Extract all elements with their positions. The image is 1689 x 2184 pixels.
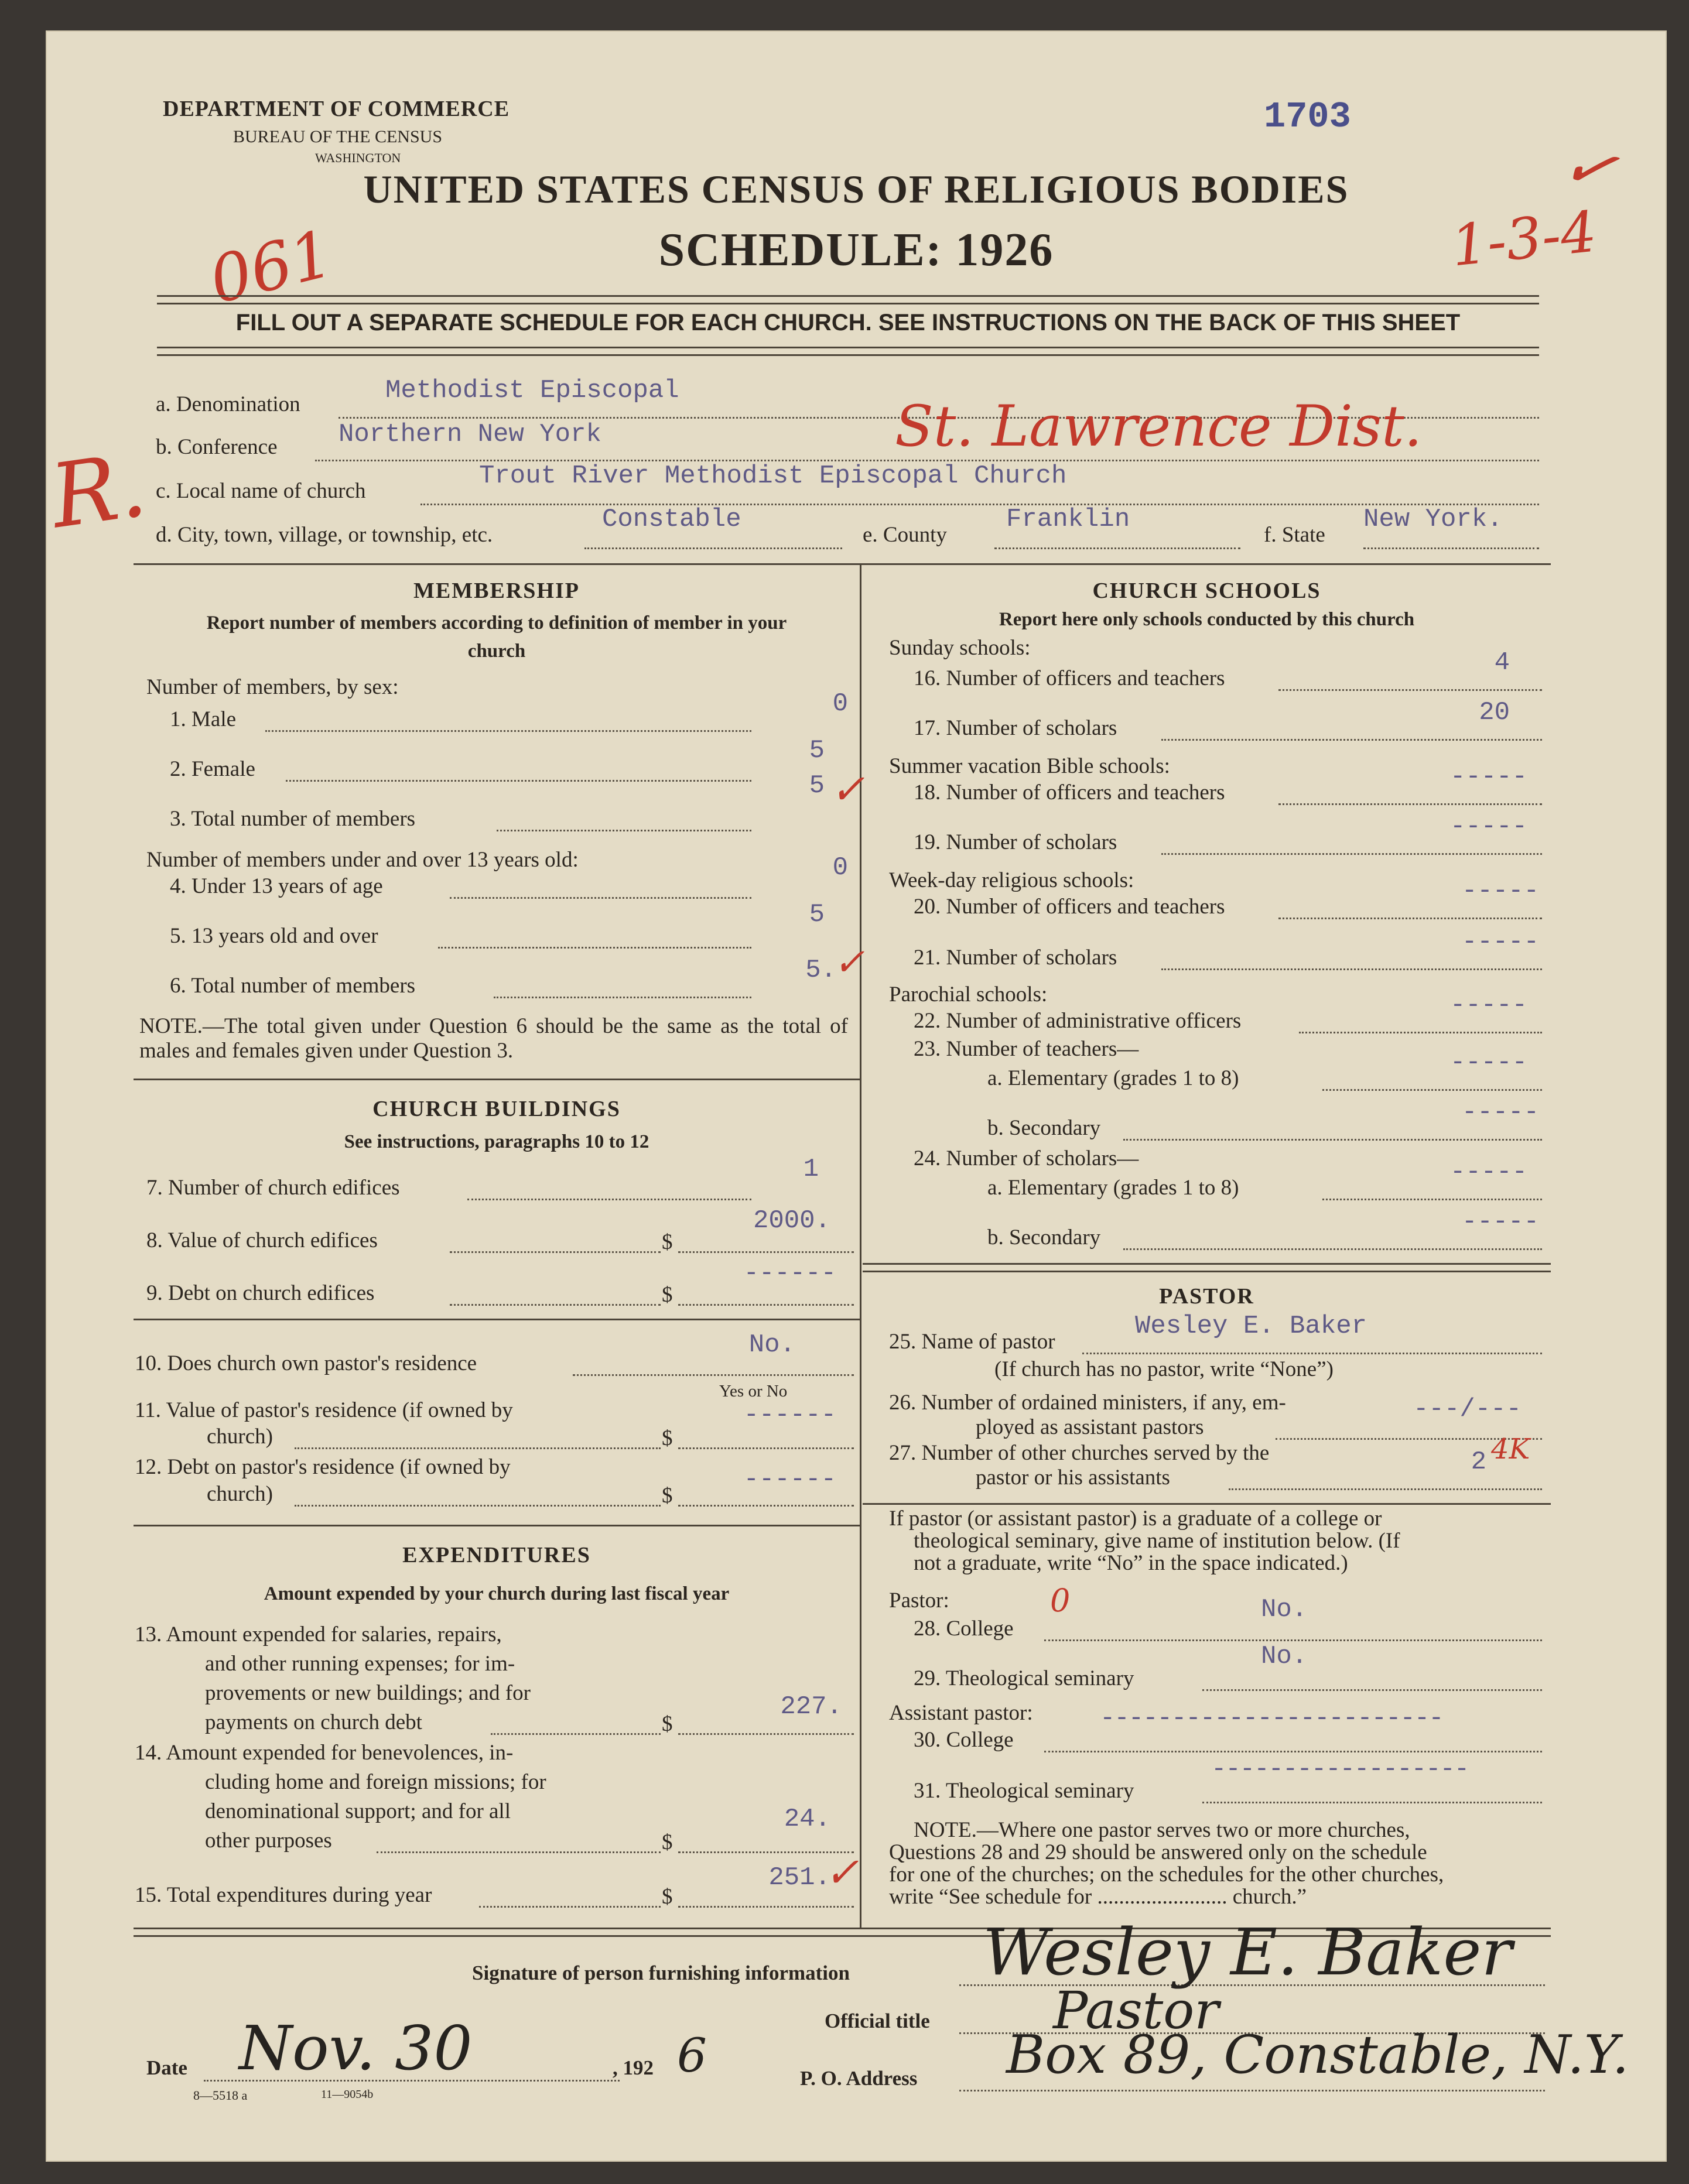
sunday-schools-label: Sunday schools: — [889, 636, 1031, 660]
denomination-label: a. Denomination — [156, 392, 300, 416]
official-title-value: Pastor — [1053, 1980, 1219, 2041]
bureau-city: WASHINGTON — [315, 150, 401, 165]
q23a-label: a. Elementary (grades 1 to 8) — [987, 1066, 1239, 1090]
q11-label: 11. Value of pastor's residence (if owned by — [135, 1398, 513, 1422]
q23a-value: ----- — [1449, 1048, 1527, 1077]
q15-value: 251. — [768, 1863, 830, 1892]
q6-label: 6. Total number of members — [170, 974, 416, 998]
q17-value: 20 — [1479, 698, 1510, 727]
q23b-label: b. Secondary — [987, 1116, 1101, 1140]
graduate-instructions-1: If pastor (or assistant pastor) is a graduate of a college or — [889, 1507, 1382, 1531]
q19-label: 19. Number of scholars — [914, 830, 1117, 854]
q23-label: 23. Number of teachers— — [914, 1037, 1139, 1061]
q8-label: 8. Value of church edifices — [146, 1228, 378, 1252]
q26-value: ---/--- — [1413, 1395, 1522, 1424]
q12-dollar-sign: $ — [662, 1484, 673, 1508]
handwritten-mark-left: 061 — [202, 215, 340, 319]
schools-intro: Report here only schools conducted by this church — [999, 609, 1415, 630]
date-value: Nov. 30 — [239, 2012, 473, 2084]
buildings-intro: See instructions, paragraphs 10 to 12 — [344, 1131, 649, 1152]
pastor-note-4: write “See schedule for ........................ church.” — [889, 1885, 1307, 1909]
q22-label: 22. Number of administrative officers — [914, 1009, 1242, 1033]
q14-line-3: denominational support; and for all — [205, 1799, 511, 1823]
q9-label: 9. Debt on church edifices — [146, 1281, 375, 1305]
q18-label: 18. Number of officers and teachers — [914, 781, 1225, 805]
church-name-label: c. Local name of church — [156, 479, 366, 503]
q16-value: 4 — [1494, 648, 1510, 677]
q1-value: 0 — [832, 689, 848, 718]
pastor-note-2: Questions 28 and 29 should be answered only on the schedule — [889, 1840, 1427, 1864]
q7-label: 7. Number of church edifices — [146, 1176, 400, 1200]
q2-value: 5 — [809, 736, 825, 765]
signature-value: Wesley E. Baker — [983, 1915, 1513, 1990]
city-value: Constable — [602, 505, 741, 534]
year-prefix: , 192 — [613, 2056, 654, 2079]
handwritten-mark-right: 1-3-4 — [1448, 198, 1600, 279]
q31-label: 31. Theological seminary — [914, 1779, 1134, 1803]
q29-label: 29. Theological seminary — [914, 1666, 1134, 1690]
q27-label-cont: pastor or his assistants — [976, 1466, 1170, 1490]
q13-dollar-sign: $ — [662, 1712, 673, 1736]
weekday-schools-label: Week-day religious schools: — [889, 868, 1134, 892]
q13-line-1: 13. Amount expended for salaries, repairs, — [135, 1622, 502, 1646]
q25-label: 25. Name of pastor — [889, 1330, 1055, 1354]
check-mark-icon: ✓ — [1552, 123, 1627, 212]
q3-label: 3. Total number of members — [170, 807, 416, 831]
q24a-value: ----- — [1449, 1158, 1527, 1187]
q14-dollar-sign: $ — [662, 1830, 673, 1854]
state-label: f. State — [1264, 523, 1325, 547]
form-number-a: 8—5518 a — [193, 2088, 248, 2103]
check-mark-icon: ✓ — [830, 765, 865, 813]
q4-label: 4. Under 13 years of age — [170, 874, 383, 898]
q24-label: 24. Number of scholars— — [914, 1146, 1139, 1170]
pastor-name-value: Wesley E. Baker — [1135, 1312, 1367, 1341]
document-number: 1703 — [1264, 96, 1351, 138]
instructions-bar: FILL OUT A SEPARATE SCHEDULE FOR EACH CHURCH. SEE INSTRUCTIONS ON THE BACK OF THIS SHEET — [235, 310, 1461, 336]
q21-label: 21. Number of scholars — [914, 946, 1117, 970]
form-title: UNITED STATES CENSUS OF RELIGIOUS BODIES — [363, 167, 1349, 211]
q28-mark: 0 — [1050, 1582, 1071, 1619]
q13-line-2: and other running expenses; for im- — [205, 1652, 515, 1676]
q31-value: ------------------ — [1211, 1755, 1469, 1784]
q9-dollar-sign: $ — [662, 1283, 673, 1307]
q10-value: No. — [748, 1330, 795, 1360]
q3-value: 5 — [809, 771, 825, 800]
year-value: 6 — [677, 2028, 707, 2083]
expenditures-intro: Amount expended by your church during last fiscal year — [264, 1583, 730, 1604]
q24b-label: b. Secondary — [987, 1225, 1101, 1250]
city-label: d. City, town, village, or township, etc. — [156, 523, 493, 547]
check-mark-icon: ✓ — [825, 1848, 859, 1897]
q8-dollar-sign: $ — [662, 1230, 673, 1254]
conference-label: b. Conference — [156, 435, 278, 459]
official-title-label: Official title — [825, 2010, 930, 2032]
po-address-label: P. O. Address — [800, 2067, 918, 2090]
q24a-label: a. Elementary (grades 1 to 8) — [987, 1176, 1239, 1200]
q19-value: ----- — [1449, 812, 1527, 841]
schools-heading: CHURCH SCHOOLS — [1092, 578, 1321, 603]
q12-value: ------ — [743, 1465, 836, 1494]
q16-label: 16. Number of officers and teachers — [914, 666, 1225, 690]
q17-label: 17. Number of scholars — [914, 716, 1117, 740]
parochial-schools-label: Parochial schools: — [889, 983, 1048, 1007]
margin-mark: R. — [45, 434, 152, 549]
q30-label: 30. College — [914, 1728, 1014, 1752]
membership-note: NOTE.—The total given under Question 6 should be the same as the total of males and females given under Question 3. — [139, 1014, 848, 1063]
expenditures-heading: EXPENDITURES — [402, 1543, 591, 1567]
members-by-age-label: Number of members under and over 13 years old: — [146, 848, 579, 872]
q26-label: 26. Number of ordained ministers, if any, em- — [889, 1391, 1286, 1415]
q22-value: ----- — [1449, 991, 1527, 1020]
district-note: St. Lawrence Dist. — [895, 393, 1423, 459]
q14-line-4: other purposes — [205, 1829, 332, 1853]
q13-line-3: provements or new buildings; and for — [205, 1681, 531, 1705]
form-number-b: 11—9054b — [321, 2088, 374, 2101]
po-address-value: Box 89, Constable, N.Y. — [1006, 2024, 1629, 2086]
q14-line-1: 14. Amount expended for benevolences, in- — [135, 1741, 514, 1765]
q11-dollar-sign: $ — [662, 1426, 673, 1450]
county-value: Franklin — [1006, 505, 1130, 534]
denomination-value: Methodist Episcopal — [385, 376, 679, 405]
q25-note: (If church has no pastor, write “None”) — [994, 1357, 1334, 1381]
q21-value: ----- — [1461, 927, 1539, 957]
q2-label: 2. Female — [170, 757, 255, 781]
q14-line-2: cluding home and foreign missions; for — [205, 1770, 546, 1794]
q8-value: 2000. — [753, 1206, 830, 1235]
pastor-subheading: Pastor: — [889, 1589, 949, 1613]
q29-value: No. — [1261, 1642, 1308, 1671]
form-subtitle: SCHEDULE: 1926 — [658, 224, 1054, 276]
pastor-note-1: NOTE.—Where one pastor serves two or more churches, — [914, 1818, 1410, 1842]
county-label: e. County — [863, 523, 947, 547]
q5-value: 5 — [809, 900, 825, 929]
graduate-instructions-3: not a graduate, write “No” in the space indicated.) — [914, 1551, 1348, 1575]
census-form — [46, 30, 1667, 2162]
q7-value: 1 — [803, 1155, 819, 1184]
state-value: New York. — [1363, 505, 1503, 534]
members-by-sex-label: Number of members, by sex: — [146, 675, 399, 699]
q27-label: 27. Number of other churches served by the — [889, 1441, 1270, 1465]
date-label: Date — [146, 2056, 187, 2079]
signature-label: Signature of person furnishing information — [472, 1962, 850, 1984]
q13-line-4: payments on church debt — [205, 1710, 422, 1734]
q20-label: 20. Number of officers and teachers — [914, 895, 1225, 919]
conference-value: Northern New York — [339, 420, 601, 449]
assistant-pastor-subheading: Assistant pastor: — [889, 1701, 1033, 1725]
q11-label-cont: church) — [207, 1425, 273, 1449]
q28-value: No. — [1261, 1595, 1308, 1624]
department-name: DEPARTMENT OF COMMERCE — [163, 97, 510, 121]
q1-label: 1. Male — [170, 707, 237, 731]
membership-heading: MEMBERSHIP — [413, 578, 580, 603]
membership-intro: Report number of members according to definition of member in your church — [206, 612, 787, 662]
q6-value: 5. — [805, 956, 836, 985]
q20-value: ----- — [1461, 877, 1539, 906]
q24b-value: ----- — [1461, 1207, 1539, 1237]
pastor-note-3: for one of the churches; on the schedules for the other churches, — [889, 1863, 1444, 1887]
buildings-heading: CHURCH BUILDINGS — [372, 1097, 621, 1121]
q18-value: ----- — [1449, 762, 1527, 792]
q9-value: ------ — [743, 1259, 836, 1288]
q12-label: 12. Debt on pastor's residence (if owned by — [135, 1455, 511, 1479]
summer-schools-label: Summer vacation Bible schools: — [889, 754, 1170, 778]
q4-value: 0 — [832, 853, 848, 882]
q28-label: 28. College — [914, 1617, 1014, 1641]
q12-label-cont: church) — [207, 1482, 273, 1506]
q27-value: 2 — [1471, 1447, 1486, 1477]
q23b-value: ----- — [1461, 1098, 1539, 1127]
q10-label: 10. Does church own pastor's residence — [135, 1351, 477, 1375]
bureau-name: BUREAU OF THE CENSUS — [233, 127, 442, 146]
q30-value: ------------------------ — [1100, 1704, 1443, 1733]
q11-value: ------ — [743, 1401, 836, 1430]
q14-value: 24. — [784, 1805, 830, 1834]
q26-label-cont: ployed as assistant pastors — [976, 1415, 1204, 1439]
q13-value: 227. — [780, 1692, 842, 1721]
q15-dollar-sign: $ — [662, 1885, 673, 1909]
q15-label: 15. Total expenditures during year — [135, 1883, 432, 1907]
graduate-instructions-2: theological seminary, give name of institution below. (If — [914, 1529, 1400, 1553]
check-mark-icon: ✓ — [833, 941, 865, 984]
q27-mark: 4K — [1491, 1433, 1530, 1466]
yes-no-hint: Yes or No — [719, 1382, 788, 1401]
q5-label: 5. 13 years old and over — [170, 924, 378, 948]
pastor-heading: PASTOR — [1159, 1284, 1254, 1309]
church-name-value: Trout River Methodist Episcopal Church — [479, 461, 1067, 491]
